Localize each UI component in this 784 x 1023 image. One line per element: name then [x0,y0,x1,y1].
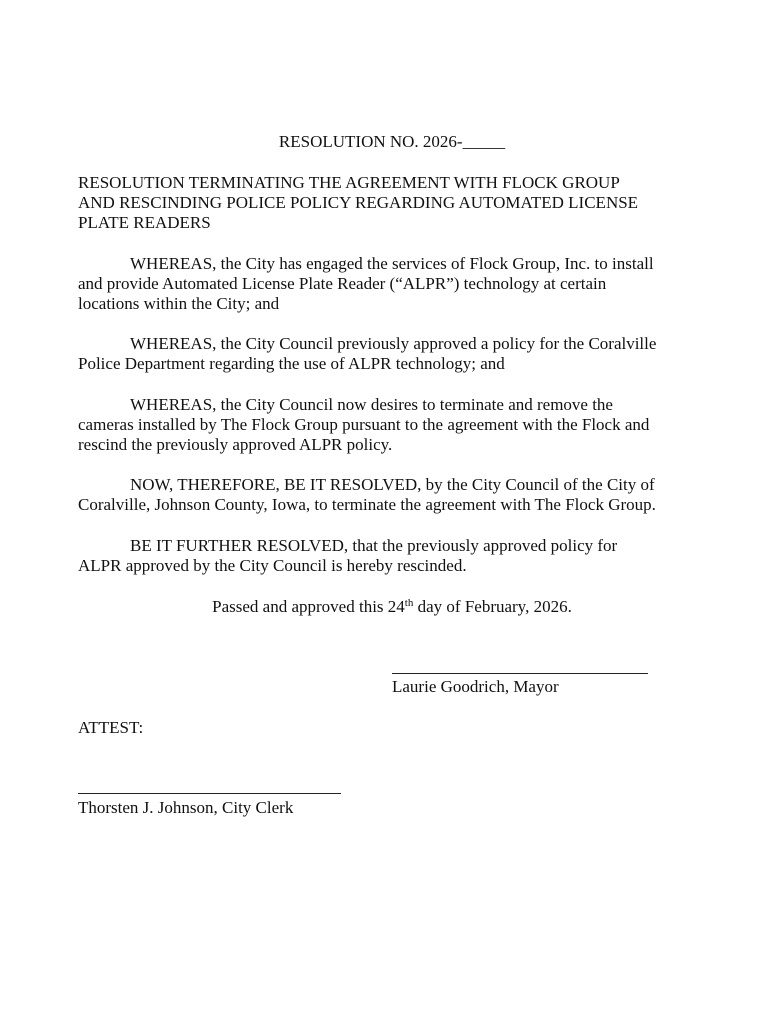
paragraph-line: WHEREAS, the City Council previously approved a policy for the Coralville [130,334,657,353]
passed-text-rest: day of February, 2026. [413,597,572,616]
resolution-title [78,173,718,233]
resolution-number: RESOLUTION NO. 2026-_____ [278,132,506,151]
mayor-signature-line [392,673,648,674]
clerk-signature-line [78,793,341,794]
paragraph-line: locations within the City; and [78,294,280,313]
clerk-name: Thorsten J. Johnson, City Clerk [78,798,294,817]
resolved-paragraph-1 [78,475,718,515]
paragraph-line: NOW, THEREFORE, BE IT RESOLVED, by the City Council of the City of [130,475,655,494]
title-line: RESOLUTION TERMINATING THE AGREEMENT WITH FLOCK GROUP [78,173,620,192]
passed-approved-line [0,597,784,619]
paragraph-line: Coralville, Johnson County, Iowa, to terminate the agreement with The Flock Group. [78,495,656,514]
paragraph-line: ALPR approved by the City Council is hereby rescinded. [78,556,467,575]
paragraph-line: WHEREAS, the City has engaged the services of Flock Group, Inc. to install [130,254,654,273]
paragraph-line: rescind the previously approved ALPR policy. [78,435,393,454]
paragraph-line: cameras installed by The Flock Group pursuant to the agreement with the Flock and [78,415,650,434]
paragraph-line: and provide Automated License Plate Reader (“ALPR”) technology at certain [78,274,607,293]
whereas-paragraph-1 [78,254,718,314]
paragraph-line: BE IT FURTHER RESOLVED, that the previously approved policy for [130,536,618,555]
passed-text-prefix: Passed and approved this 24 [212,597,405,616]
mayor-name: Laurie Goodrich, Mayor [392,677,559,696]
attest-label: ATTEST: [78,718,144,737]
paragraph-line: WHEREAS, the City Council now desires to terminate and remove the [130,395,613,414]
whereas-paragraph-3 [78,395,718,455]
ordinal-suffix: th [404,597,414,609]
whereas-paragraph-2 [78,334,718,374]
title-line: AND RESCINDING POLICE POLICY REGARDING AUTOMATED LICENSE [78,193,639,212]
resolved-paragraph-2 [78,536,718,576]
title-line: PLATE READERS [78,213,211,232]
paragraph-line: Police Department regarding the use of ALPR technology; and [78,354,505,373]
